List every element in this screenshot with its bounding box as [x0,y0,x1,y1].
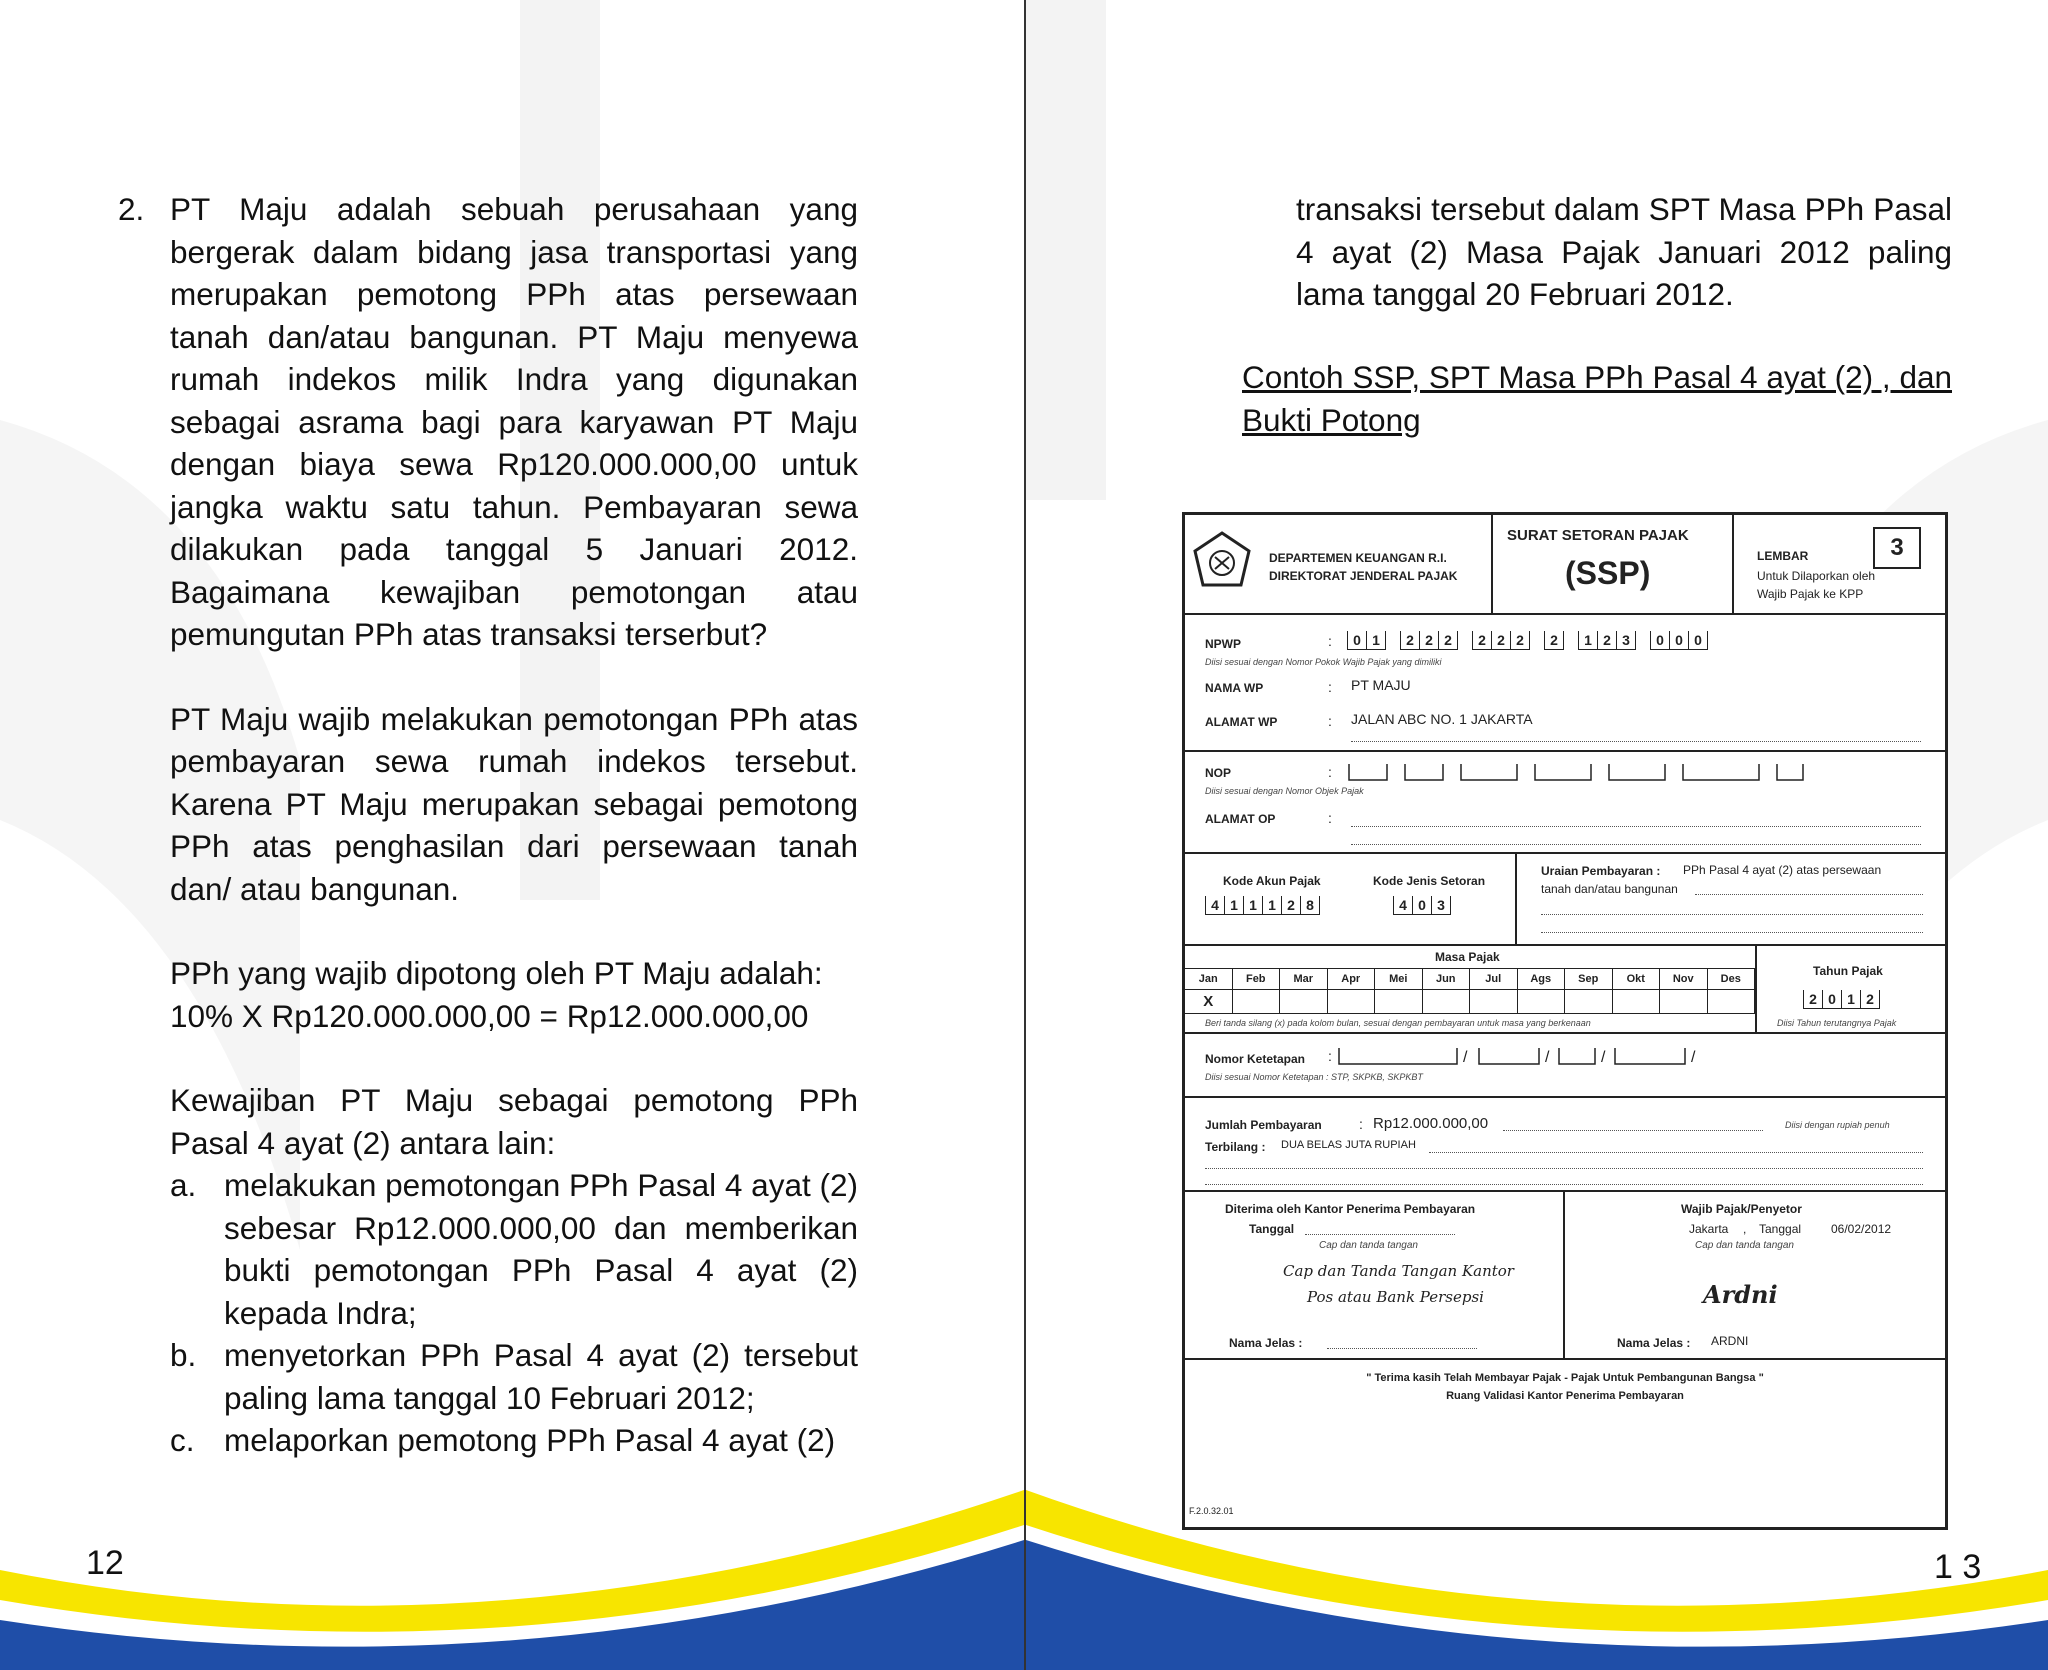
npwp-group: 0 0 0 [1650,631,1708,650]
nop-boxes [1347,760,1937,784]
uraian-value-1: PPh Pasal 4 ayat (2) atas persewaan [1683,863,1882,877]
colon: : [1328,764,1332,780]
divider [1755,946,1757,1034]
month-cell [1565,968,1613,1014]
month-label: Sep [1565,969,1612,990]
colon: : [1328,679,1332,695]
fill-line [1541,914,1923,915]
page-number-left: 12 [86,1544,124,1582]
lembar-note-2: Wajib Pajak ke KPP [1757,587,1864,601]
month-label: Nov [1660,969,1707,990]
masa-pajak-section [1185,946,1945,1034]
divider [1563,1192,1565,1360]
tanggal-label: Tanggal [1249,1222,1295,1236]
wp-nama-value: ARDNI [1711,1334,1749,1348]
tahun-pajak-label: Tahun Pajak [1813,964,1883,978]
nop-label: NOP [1205,766,1232,780]
alamat-wp-label: ALAMAT WP [1205,715,1278,729]
jumlah-label: Jumlah Pembayaran [1205,1118,1322,1132]
obligation-b: b. menyetorkan PPh Pasal 4 ayat (2) tersebut paling lama tanggal 10 Februari 2012; [170,1337,858,1416]
ssp-form [1182,512,1948,1530]
item-number: 2. [118,191,145,227]
npwp-note: Diisi sesuai dengan Nomor Pokok Wajib Pajak yang dimiliki [1205,657,1442,667]
obligation-c: c. melaporkan pemotong PPh Pasal 4 ayat (2) [170,1422,836,1458]
month-label: Jan [1185,969,1232,990]
month-label: Apr [1328,969,1375,990]
jumlah-section [1185,1098,1945,1192]
continuation-text: transaksi tersebut dalam SPT Masa PPh Pasal 4 ayat (2) Masa Pajak Januari 2012 paling lama tanggal 20 Februari 2012. [1296,191,1952,312]
kode-jenis-label: Kode Jenis Setoran [1373,874,1486,888]
month-cell [1613,968,1661,1014]
wp-tanggal-label: Tanggal [1759,1222,1802,1236]
svg-text:/: / [1545,1049,1550,1066]
wp-city: Jakarta [1689,1222,1729,1236]
calc-formula: 10% X Rp120.000.000,00 = Rp12.000.000,00 [170,997,809,1034]
left-text-column [118,188,858,1462]
kode-akun-label: Kode Akun Pajak [1223,874,1321,888]
kode-section [1185,854,1945,946]
nop-note: Diisi sesuai dengan Nomor Objek Pajak [1205,786,1364,796]
month-cell [1660,968,1708,1014]
divider [1732,515,1734,615]
npwp-group: 2 2 2 [1400,631,1458,650]
month-label: Okt [1613,969,1660,990]
alamat-wp-value: JALAN ABC NO. 1 JAKARTA [1351,711,1533,727]
divider [1491,515,1493,615]
npwp-section [1185,615,1945,752]
month-cell [1375,968,1423,1014]
colon: : [1328,713,1332,729]
fill-line [1429,1152,1923,1153]
wp-comma: , [1743,1222,1747,1236]
month-cell [1470,968,1518,1014]
kode-jenis-boxes: 4 0 3 [1393,896,1451,915]
form-caption: Contoh SSP, SPT Masa PPh Pasal 4 ayat (2) , dan Bukti Potong [1242,359,1952,438]
wajib-pajak-label: Wajib Pajak/Penyetor [1681,1202,1802,1216]
month-cell [1233,968,1281,1014]
terbilang-label: Terbilang : [1205,1140,1266,1154]
cap-note: Cap dan tanda tangan [1319,1240,1418,1251]
dept-line-2: DIREKTORAT JENDERAL PAJAK [1269,569,1458,583]
npwp-boxes [1347,631,1722,650]
fill-line [1205,1184,1923,1185]
colon: : [1328,810,1332,826]
svg-text:/: / [1601,1049,1606,1066]
npwp-group: 1 2 3 [1578,631,1636,650]
month-label: Feb [1233,969,1280,990]
signature: Ardni [1703,1280,1778,1309]
lembar-note-1: Untuk Dilaporkan oleh [1757,569,1876,583]
cap-stamp-line-2: Pos atau Bank Persepsi [1307,1288,1484,1306]
npwp-label: NPWP [1205,637,1241,651]
nama-wp-label: NAMA WP [1205,681,1264,695]
month-cell [1518,968,1566,1014]
form-title: SURAT SETORAN PAJAK [1507,527,1689,544]
form-code: F.2.0.32.01 [1189,1506,1234,1516]
uraian-label: Uraian Pembayaran : [1541,864,1661,878]
obligation-a: a. melakukan pemotongan PPh Pasal 4 ayat (2) sebesar Rp12.000.000,00 dan memberikan bukti pemotongan PPh Pasal 4 ayat (2) kepada Indra; [170,1167,858,1331]
form-header [1185,515,1945,615]
month-cell [1185,968,1233,1014]
month-cell [1708,968,1756,1014]
wp-cap-note: Cap dan tanda tangan [1695,1240,1794,1251]
uraian-value-2: tanah dan/atau bangunan [1541,882,1678,896]
ketetapan-section [1185,1034,1945,1098]
question-text: PT Maju adalah sebuah perusahaan yang bergerak dalam bidang jasa transportasi yang merupakan pemotong PPh atas persewaan tanah dan/atau bangunan. PT Maju menyewa rumah indekos milik Indra yang digunakan sebagai asrama bagi para karyawan PT Maju dengan biaya sewa Rp120.000.000,00 untuk jangka waktu satu tahun. Pembayaran sewa dilakukan pada tanggal 5 Januari 2012. Bagaimana kewajiban pemotongan atau pemungutan PPh atas transaksi terserbut? [170,191,858,652]
month-mark: X [1203,993,1214,1010]
month-label: Mei [1375,969,1422,990]
svg-text:/: / [1463,1049,1468,1066]
fill-line [1351,826,1921,827]
diterima-label: Diterima oleh Kantor Penerima Pembayaran [1225,1202,1476,1216]
answer-paragraph-3: Kewajiban PT Maju sebagai pemotong PPh Pasal 4 ayat (2) antara lain: [170,1082,858,1161]
validation-section [1185,1360,1945,1520]
fill-line [1695,894,1923,895]
month-cell [1280,968,1328,1014]
terbilang-value: DUA BELAS JUTA RUPIAH [1281,1139,1416,1151]
thanks-line: " Terima kasih Telah Membayar Pajak - Pajak Untuk Pembangunan Bangsa " [1366,1372,1764,1384]
masa-note: Beri tanda silang (x) pada kolom bulan, sesuai dengan pembayaran untuk masa yang berkenaan [1205,1018,1591,1028]
validasi-label: Ruang Validasi Kantor Penerima Pembayaran [1446,1390,1684,1402]
svg-text:/: / [1691,1049,1696,1066]
month-label: Ags [1518,969,1565,990]
kode-akun-boxes: 4 1 1 1 2 8 [1205,896,1320,915]
month-label: Des [1708,969,1755,990]
fill-line [1503,1130,1763,1131]
signature-section [1185,1192,1945,1360]
cap-stamp-line-1: Cap dan Tanda Tangan Kantor [1283,1262,1514,1280]
month-label: Mar [1280,969,1327,990]
wp-nama-jelas-label: Nama Jelas : [1617,1336,1691,1350]
fill-line [1305,1234,1455,1235]
month-cell [1423,968,1471,1014]
month-label: Jul [1470,969,1517,990]
month-cell [1328,968,1376,1014]
wp-date: 06/02/2012 [1831,1222,1892,1236]
bottom-wave [0,1430,1024,1670]
tahun-boxes: 2 0 1 2 [1803,990,1880,1009]
masa-pajak-label: Masa Pajak [1435,950,1500,964]
page-number-right: 1 3 [1934,1548,1982,1586]
question-item [118,188,858,656]
fill-line [1541,932,1923,933]
colon: : [1328,1048,1332,1064]
fill-line [1351,741,1921,742]
jumlah-note: Diisi dengan rupiah penuh [1785,1120,1890,1130]
ketetapan-label: Nomor Ketetapan [1205,1052,1306,1066]
nop-section [1185,752,1945,854]
fill-line [1327,1348,1477,1349]
ketetapan-boxes [1337,1044,1717,1068]
colon: : [1359,1116,1363,1132]
jumlah-value: Rp12.000.000,00 [1373,1115,1489,1132]
nama-wp-value: PT MAJU [1351,677,1411,693]
form-abbr: (SSP) [1565,555,1651,591]
fill-line [1351,844,1921,845]
colon: : [1328,633,1332,649]
ketetapan-note: Diisi sesuai Nomor Ketetapan : STP, SKPKB, SKPKBT [1205,1072,1423,1082]
lembar-label: LEMBAR [1757,549,1809,563]
answer-paragraph-2 [170,952,858,1037]
npwp-group: 2 2 2 [1472,631,1530,650]
fill-line [1205,1168,1923,1169]
npwp-group: 0 1 [1347,631,1386,650]
ministry-emblem-icon [1191,529,1253,591]
calc-intro: PPh yang wajib dipotong oleh PT Maju adalah: [170,955,823,991]
lembar-number: 3 [1873,527,1921,569]
alamat-op-label: ALAMAT OP [1205,812,1276,826]
npwp-group: 2 [1544,631,1564,650]
dept-line-1: DEPARTEMEN KEUANGAN R.I. [1269,551,1447,565]
tahun-note: Diisi Tahun terutangnya Pajak [1777,1018,1897,1028]
divider [1515,854,1517,946]
nama-jelas-label: Nama Jelas : [1229,1336,1303,1350]
month-label: Jun [1423,969,1470,990]
answer-paragraph-1: PT Maju wajib melakukan pemotongan PPh atas pembayaran sewa rumah indekos tersebut. Karena PT Maju merupakan sebagai pemotong PPh atas penghasilan dari persewaan tanah dan/ atau bangunan. [170,700,858,907]
month-grid [1185,968,1755,1016]
